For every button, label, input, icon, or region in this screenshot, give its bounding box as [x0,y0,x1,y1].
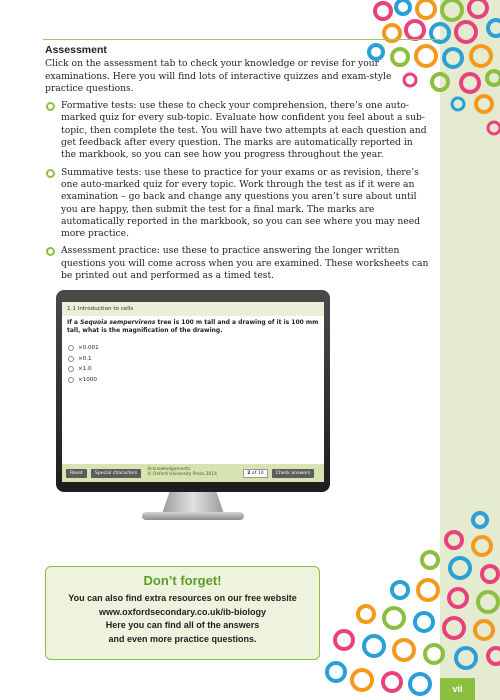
option-3[interactable]: ×1.0 [68,364,318,375]
quiz-question: If a Sequoia sempervirens tree is 100 m tall and a drawing of it is 100 mm tall, what is the magnification of the drawing. [67,319,319,334]
footer-note: Acknowledgements © Oxford University Press 2014 [147,467,217,477]
top-rule [43,39,440,40]
assessment-section [45,44,430,287]
species-name: Sequoia sempervirens [80,319,156,326]
section-heading: Assessment [45,44,107,56]
check-answers-button[interactable]: Check answers [272,469,315,478]
section-intro: Click on the assessment tab to check your knowledge or revise for your examinations. Here you will find lots of interactive quizzes and exam-style practice questions. [45,58,392,94]
website-link[interactable]: www.oxfordsecondary.co.uk/ib-biology [98,606,267,617]
bullet-summative [45,167,430,241]
bullet-text: Formative tests: use these to check your comprehension, there’s one auto-marked quiz for every sub-topic. Evaluate how confident you feel about a sub-topic, then complete the test. You will have two attempts at each question and get feedback after every question. The marks are automatically reported in the markbook, so you can see how you progress throughout the year. [61,100,427,161]
reset-button[interactable]: Reset [66,469,87,478]
quiz-screen [62,302,324,482]
page-number: vii [440,678,475,700]
bullet-ring-icon [46,247,55,256]
callout-line-1: You can also find extra resources on our free website [68,593,297,603]
bullet-list [45,100,430,282]
page-indicator: 2 of 10 [243,469,267,478]
monitor-illustration [56,290,330,522]
option-1[interactable]: ×0.001 [68,343,318,354]
option-4[interactable]: ×1000 [68,375,318,386]
answer-options [62,338,324,385]
bullet-formative [45,100,430,161]
bullet-ring-icon [46,102,55,111]
dont-forget-box [45,566,320,660]
quiz-footer [62,464,324,482]
radio-icon[interactable] [68,366,74,372]
callout-line-4: and even more practice questions. [108,633,257,644]
sidebar-panel [440,0,500,700]
monitor-bezel [56,290,330,492]
quiz-topic-bar: 1.1 Introduction to cells [62,302,324,316]
callout-title: Don’t forget! [143,573,222,588]
bullet-practice [45,245,430,282]
bullet-text: Summative tests: use these to practice for your exams or as revision, there’s one auto-marked quiz for every topic. Work through the test as if it were an examination – go back and change any questions you aren’t sure about until you are happy, then submit the test for a final mark. The marks are automatically reported in the markbook, so you can see where you may need more practice. [61,166,421,240]
bullet-text: Assessment practice: use these to practice answering the longer written questions you will come across when you are examined. These worksheets can be printed out and performed as a timed test. [61,245,429,282]
monitor-base [142,512,244,520]
monitor-stand [162,492,224,514]
option-2[interactable]: ×0.1 [68,354,318,365]
radio-icon[interactable] [68,377,74,383]
bullet-ring-icon [46,169,55,178]
callout-line-3: Here you can find all of the answers [105,620,260,631]
radio-icon[interactable] [68,356,74,362]
special-characters-button[interactable]: Special characters [91,469,141,478]
radio-icon[interactable] [68,345,74,351]
